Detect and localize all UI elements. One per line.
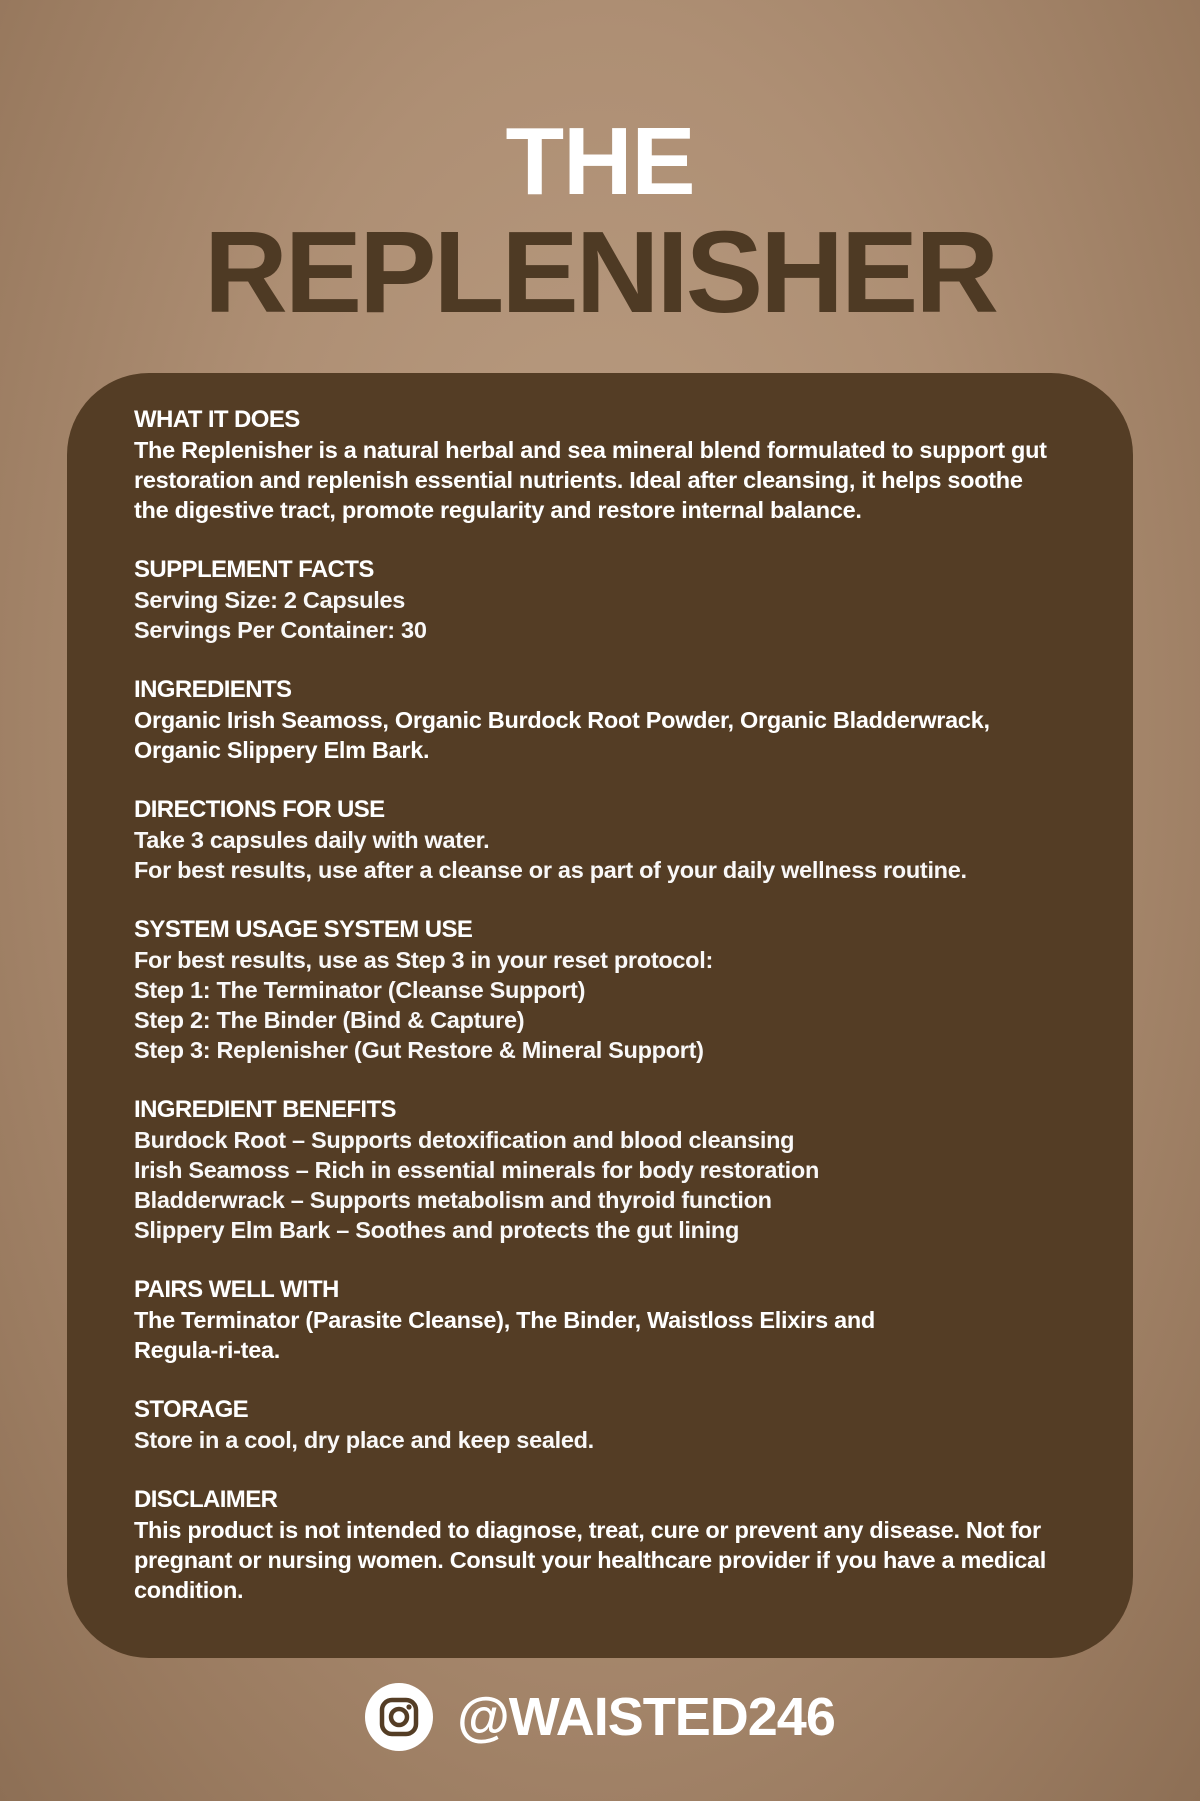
section-title: INGREDIENT BENEFITS	[134, 1096, 396, 1123]
section-what-it-does	[134, 405, 1073, 525]
section-title: SYSTEM USAGE SYSTEM USE	[134, 916, 473, 943]
section-disclaimer	[134, 1485, 1073, 1605]
section-body: Organic Irish Seamoss, Organic Burdock Root Powder, Organic Bladderwrack, Organic Slippery Elm Bark.	[134, 707, 990, 763]
usage-step-1: Step 1: The Terminator (Cleanse Support)	[134, 977, 586, 1003]
section-title: PAIRS WELL WITH	[134, 1276, 339, 1303]
usage-line: For best results, use as Step 3 in your reset protocol:	[134, 947, 713, 973]
section-body: The Terminator (Parasite Cleanse), The Binder, Waistloss Elixirs and Regula-ri-tea.	[134, 1307, 875, 1363]
section-title: STORAGE	[134, 1396, 249, 1423]
benefit-line: Slippery Elm Bark – Soothes and protects the gut lining	[134, 1217, 740, 1243]
section-supplement-facts	[134, 555, 1073, 645]
social-footer	[0, 1682, 1200, 1752]
benefit-line: Burdock Root – Supports detoxification and blood cleansing	[134, 1127, 795, 1153]
info-card	[67, 373, 1133, 1658]
usage-step-3: Step 3: Replenisher (Gut Restore & Mineral Support)	[134, 1037, 704, 1063]
section-title: DISCLAIMER	[134, 1486, 278, 1513]
section-title: DIRECTIONS FOR USE	[134, 796, 385, 823]
section-pairs-well-with	[134, 1275, 1073, 1365]
section-directions	[134, 795, 1073, 885]
section-title: SUPPLEMENT FACTS	[134, 556, 374, 583]
instagram-handle[interactable]: @WAISTED246	[457, 1687, 835, 1747]
direction-line: Take 3 capsules daily with water.	[134, 827, 490, 853]
serving-size: Serving Size: 2 Capsules	[134, 587, 405, 613]
benefit-line: Bladderwrack – Supports metabolism and thyroid function	[134, 1187, 772, 1213]
section-title: INGREDIENTS	[134, 676, 292, 703]
section-ingredient-benefits	[134, 1095, 1073, 1245]
title-the: THE	[505, 108, 695, 215]
section-body: The Replenisher is a natural herbal and sea mineral blend formulated to support gut restoration and replenish essential nutrients. Ideal after cleansing, it helps soothe the digestive tract, promote regularity and restore internal balance.	[134, 437, 1047, 523]
benefit-line: Irish Seamoss – Rich in essential minerals for body restoration	[134, 1157, 820, 1183]
servings-per-container: Servings Per Container: 30	[134, 617, 427, 643]
section-body: This product is not intended to diagnose, treat, cure or prevent any disease. Not for pregnant or nursing women. Consult your healthcare provider if you have a medical condition.	[134, 1517, 1046, 1603]
section-title: WHAT IT DOES	[134, 406, 300, 433]
section-storage	[134, 1395, 1073, 1455]
section-system-usage	[134, 915, 1073, 1065]
page-title	[0, 108, 1200, 337]
storage-line: Store in a cool, dry place and keep sealed.	[134, 1427, 594, 1453]
direction-line: For best results, use after a cleanse or as part of your daily wellness routine.	[134, 857, 967, 883]
title-replenisher: REPLENISHER	[203, 207, 997, 337]
instagram-icon[interactable]	[365, 1683, 433, 1751]
section-ingredients	[134, 675, 1073, 765]
usage-step-2: Step 2: The Binder (Bind & Capture)	[134, 1007, 525, 1033]
